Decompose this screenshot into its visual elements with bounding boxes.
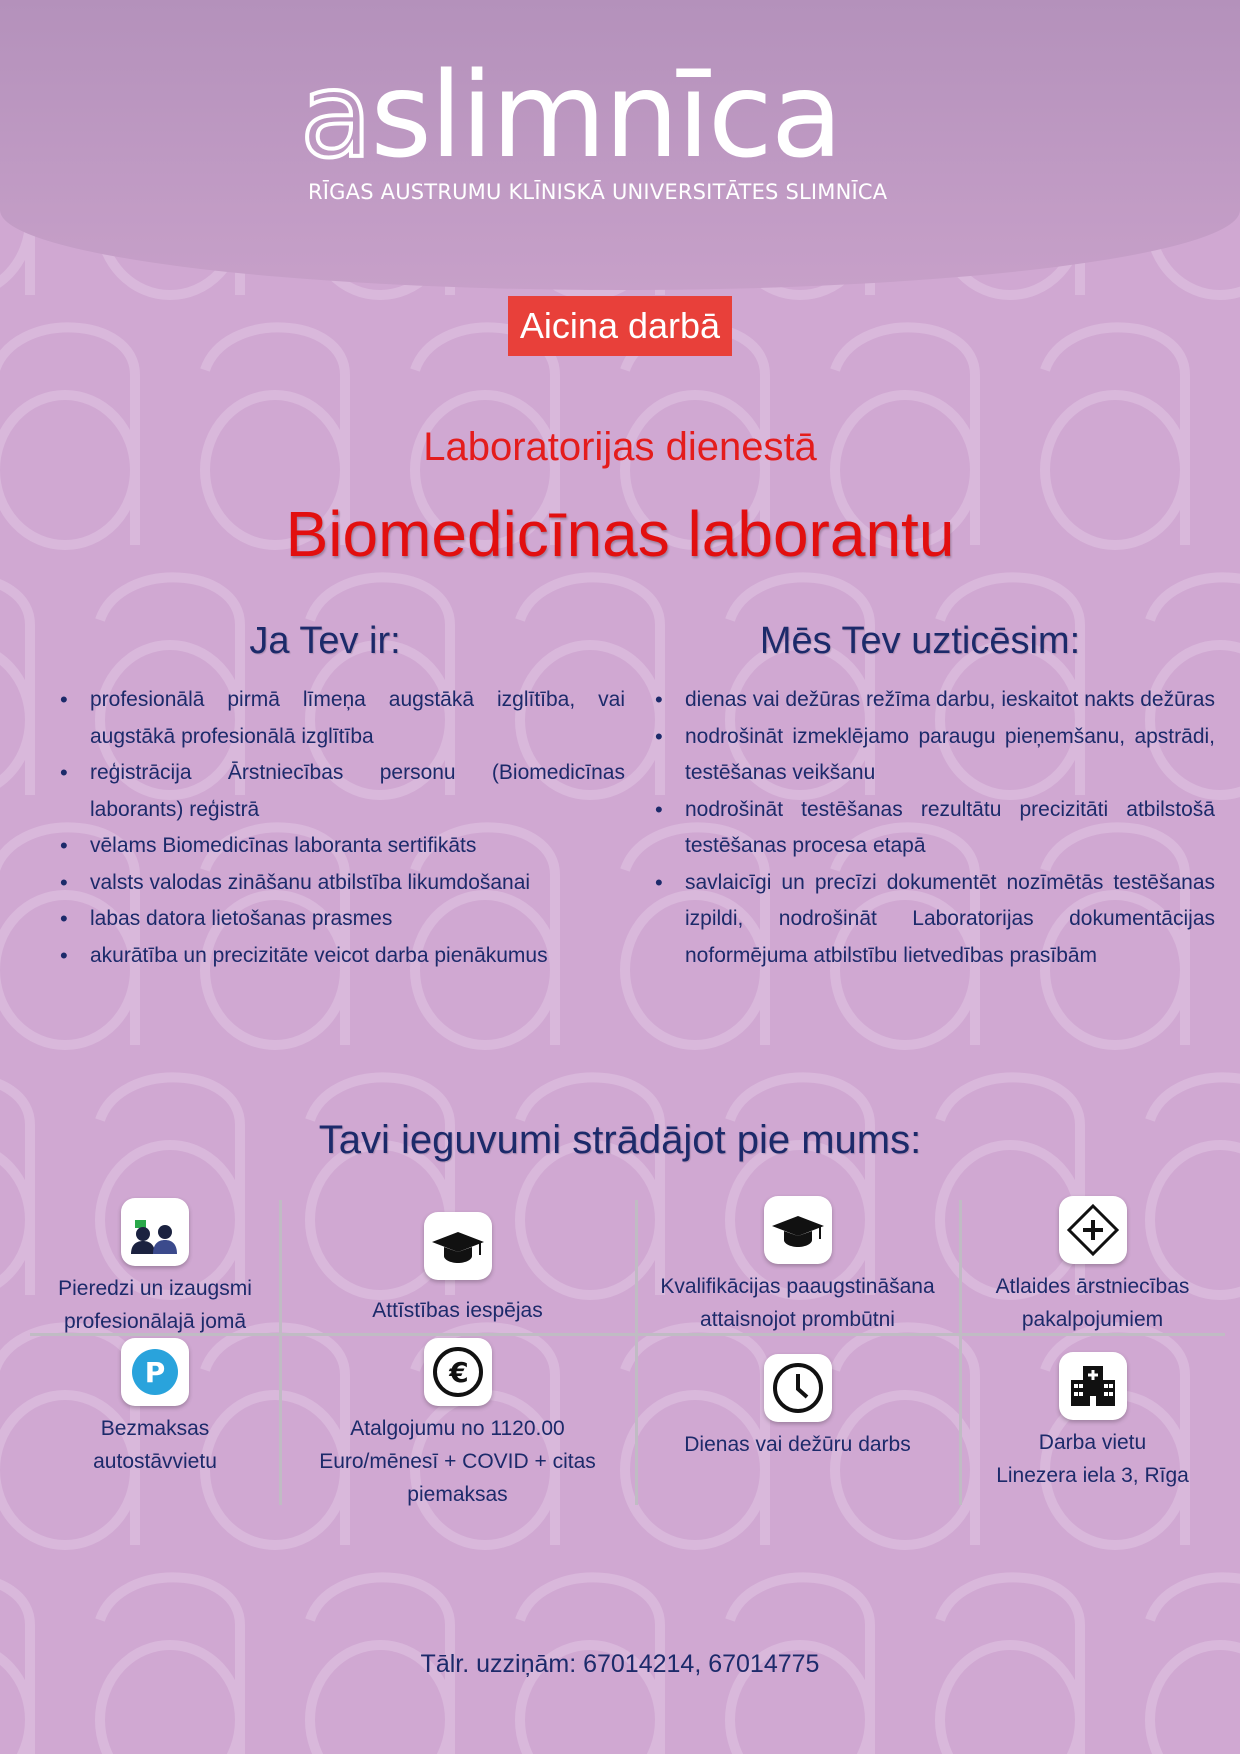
benefits-heading: Tavi ieguvumi strādājot pie mums: xyxy=(318,1118,922,1162)
duty-item: • nodrošināt izmeklējamo paraugu pieņemšanu, apstrādi, testēšanas veikšanu xyxy=(685,719,1215,792)
benefit-workplace xyxy=(965,1352,1220,1492)
benefit-label: Kvalifikācijas paaugstināšana xyxy=(660,1275,935,1298)
duty-item: • savlaicīgi un precīzi dokumentēt nozīmētās testēšanas izpildi, nodrošināt Laboratorijas dokumentācijas noformējuma atbilstību lietvedības prasībām xyxy=(685,865,1215,975)
benefit-label: pakalpojumiem xyxy=(1021,1308,1164,1331)
benefit-label: attaisnojot prombūtni xyxy=(700,1308,895,1331)
benefit-label: Euro/mēnesī + COVID + citas xyxy=(319,1450,596,1473)
benefit-label: Atalgojumu no 1120.00 xyxy=(350,1417,565,1440)
benefit-development xyxy=(300,1212,615,1327)
requirement-item: • profesionālā pirmā līmeņa augstākā izglītība, vai augstākā profesionālā izglītība xyxy=(90,682,625,755)
benefits-grid-vertical-line xyxy=(279,1200,282,1505)
contact-phone: Tālr. uzziņām: 67014214, 67014775 xyxy=(420,1650,820,1678)
benefit-label: piemaksas xyxy=(407,1483,508,1506)
requirement-item: • labas datora lietošanas prasmes xyxy=(90,901,625,938)
benefit-label: Dienas vai dežūru darbs xyxy=(684,1433,911,1456)
benefit-shifts xyxy=(640,1354,955,1461)
benefit-label: Bezmaksas xyxy=(100,1417,210,1440)
benefit-experience xyxy=(35,1198,275,1338)
benefit-label: Atlaides ārstniecības xyxy=(995,1275,1190,1298)
benefit-label: autostāvvietu xyxy=(93,1450,217,1473)
duties-heading: Mēs Tev uzticēsim: xyxy=(759,620,1081,662)
department-title: Laboratorijas dienestā xyxy=(423,425,817,469)
logo-word-slimnica: slimnīca xyxy=(370,46,842,184)
duty-item: • dienas vai dežūras režīma darbu, ieskaitot nakts dežūras xyxy=(685,682,1215,719)
benefits-grid-vertical-line xyxy=(959,1200,962,1505)
logo-subtitle: RĪGAS AUSTRUMU KLĪNISKĀ UNIVERSITĀTES SLIMNĪCA xyxy=(308,180,888,204)
benefit-qualification xyxy=(640,1196,955,1336)
requirement-item: • valsts valodas zināšanu atbilstība likumdošanai xyxy=(90,865,625,902)
benefits-grid-vertical-line xyxy=(635,1200,638,1505)
requirement-item: • akurātība un precizitāte veicot darba pienākumus xyxy=(90,938,625,975)
benefit-salary xyxy=(300,1338,615,1511)
benefit-label: Pieredzi un izaugsmi xyxy=(58,1277,252,1300)
clock-icon xyxy=(764,1354,832,1422)
requirement-item: • vēlams Biomedicīnas laboranta sertifikāts xyxy=(90,828,625,865)
benefit-label: Darba vietu xyxy=(1038,1431,1147,1454)
position-title: Biomedicīnas laborantu xyxy=(285,498,955,570)
requirements-list xyxy=(60,682,625,974)
benefit-label: profesionālajā jomā xyxy=(63,1310,247,1333)
euro-icon xyxy=(424,1338,492,1406)
logo-letter-a: a xyxy=(300,46,371,184)
svg-text:€: € xyxy=(448,1356,469,1389)
duty-item: • nodrošināt testēšanas rezultātu precizitāti atbilstošā testēšanas procesa etapā xyxy=(685,792,1215,865)
parking-icon xyxy=(121,1338,189,1406)
benefit-label: Attīstības iespējas xyxy=(372,1299,543,1322)
graduation-cap-icon xyxy=(764,1196,832,1264)
medical-cross-icon xyxy=(1059,1196,1127,1264)
benefit-discounts xyxy=(965,1196,1220,1336)
graduation-cap-icon xyxy=(424,1212,492,1280)
requirement-item: • reģistrācija Ārstniecības personu (Biomedicīnas laborants) reģistrā xyxy=(90,755,625,828)
requirements-heading: Ja Tev ir: xyxy=(249,620,401,662)
invite-banner: Aicina darbā xyxy=(508,296,732,356)
benefit-label: Linezera iela 3, Rīga xyxy=(996,1464,1189,1487)
medical-team-icon xyxy=(121,1198,189,1266)
svg-text:P: P xyxy=(144,1356,166,1389)
benefit-parking xyxy=(35,1338,275,1478)
duties-list xyxy=(655,682,1215,974)
hospital-building-icon xyxy=(1059,1352,1127,1420)
